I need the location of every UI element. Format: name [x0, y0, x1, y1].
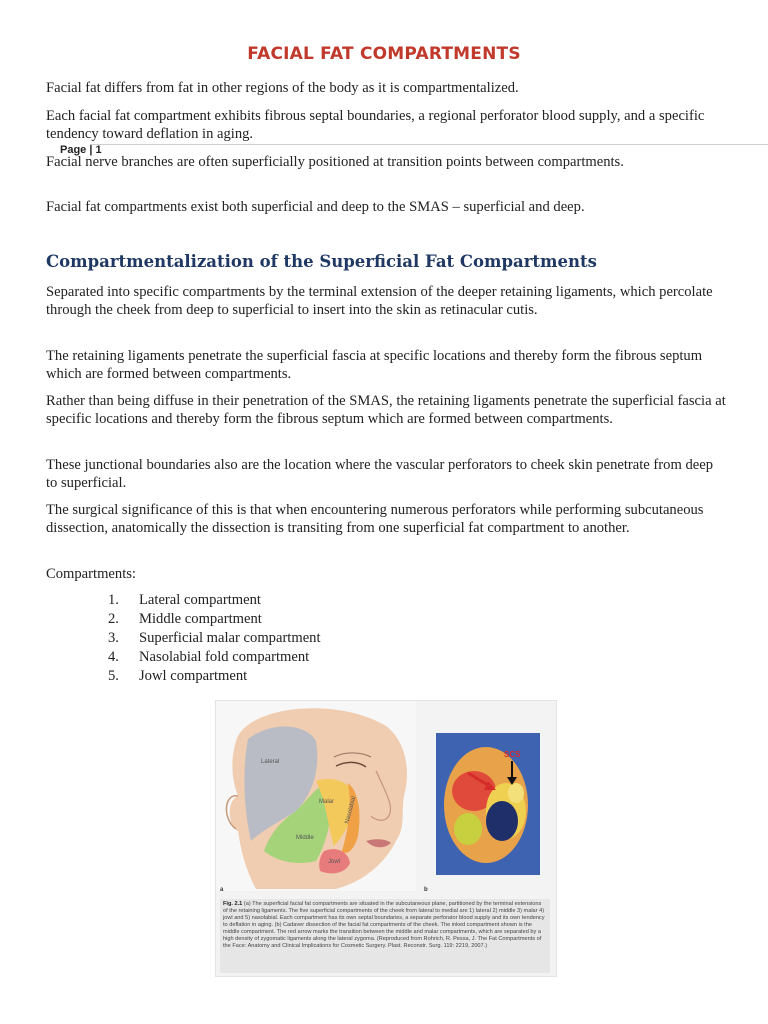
list-item [108, 648, 321, 667]
caption-lead: Fig. 2.1 [223, 901, 243, 907]
figure-caption [220, 899, 550, 973]
compartments-list [108, 591, 321, 686]
list-item [108, 591, 321, 610]
intro-paragraph-4: Facial fat compartments exist both superficial and deep to the SMAS – superficial and deep. [46, 199, 585, 215]
list-number: 1. [108, 592, 119, 608]
list-number: 3. [108, 630, 119, 646]
section-heading: Compartmentalization of the Superficial Fat Compartments [46, 252, 597, 271]
intro-paragraph-2: Each facial fat compartment exhibits fibrous septal boundaries, a regional perforator blood supply, and a specific tendency toward deflation in aging. [46, 108, 705, 142]
label-scs: SCS [504, 750, 521, 759]
intro-paragraph-3: Facial nerve branches are often superficially positioned at transition points between compartments. [46, 154, 624, 170]
list-number: 2. [108, 611, 119, 627]
list-item-label: Jowl compartment [139, 668, 248, 684]
figure-label-a: a [220, 887, 224, 893]
list-number: 5. [108, 668, 119, 684]
page-divider [90, 144, 768, 145]
body-paragraph-3: Rather than being diffuse in their penetration of the SMAS, the retaining ligaments penetrate the superficial fascia at specific locations and thereby form the fibrous septum which are formed between compartments. [46, 393, 726, 427]
label-lateral: Lateral [261, 759, 280, 765]
list-item [108, 667, 321, 686]
cadaver-photo [436, 733, 540, 875]
page-title: FACIAL FAT COMPARTMENTS [247, 44, 521, 64]
list-number: 4. [108, 649, 119, 665]
list-item-label: Superficial malar compartment [139, 630, 321, 646]
figure-label-b: b [424, 887, 428, 893]
intro-paragraph-1: Facial fat differs from fat in other regions of the body as it is compartmentalized. [46, 80, 519, 96]
label-jowl: Jowl [328, 859, 341, 865]
body-paragraph-1: Separated into specific compartments by the terminal extension of the deeper retaining ligaments, which percolate through the cheek from deep to superficial to insert into the skin as retinacular cutis. [46, 284, 713, 318]
list-item [108, 610, 321, 629]
label-middle: Middle [296, 835, 314, 841]
body-paragraph-4: These junctional boundaries also are the location where the vascular perforators to cheek skin penetrate from deep to superficial. [46, 457, 713, 491]
body-paragraph-2: The retaining ligaments penetrate the superficial fascia at specific locations and thereby form the fibrous septum which are formed between compartments. [46, 348, 703, 382]
figure-facial-compartments [215, 700, 557, 977]
list-item-label: Nasolabial fold compartment [139, 649, 310, 665]
compartments-label: Compartments: [46, 566, 136, 582]
caption-text: (a) The superficial facial fat compartments are situated in the subcutaneous plane, partitioned by the terminal extensions of the retaining ligaments. The five superficial compartments of the cheek from lateral to medial are 1) lateral 2) middle 3) malar 4) jowl and 5) nasolabial. Each compartment has its own septal boundaries, a separate perforator blood supply and its own tendency to deflation in aging. (b) Cadaver dissection of the facial fat compartments of the cheek. The inked compartment shown is the middle compartment. The red arrow marks the transition between the middle and malar compartments, which are separated by a high density of zygomatic ligaments along the lateral zygoma. (Reproduced from Rohrich, R. Pessa, J. The Fat Compartments of the Face: Anatomy and Clinical Implications for Cosmetic Surgery. Plast. Reconstr. Surg. 119: 2219, 2007.) [223, 901, 545, 949]
list-item [108, 629, 321, 648]
body-paragraph-5: The surgical significance of this is that when encountering numerous perforators while performing subcutaneous dissection, anatomically the dissection is transiting from one superficial fat compartment to another. [46, 502, 704, 536]
figure-illustration [216, 701, 556, 899]
label-nasolabial: Nasolabial [344, 795, 358, 825]
face-illustration [216, 701, 416, 891]
list-item-label: Middle compartment [139, 611, 262, 627]
page-number-label: Page | 1 [60, 144, 102, 156]
list-item-label: Lateral compartment [139, 592, 261, 608]
label-malar: Malar [319, 799, 335, 805]
